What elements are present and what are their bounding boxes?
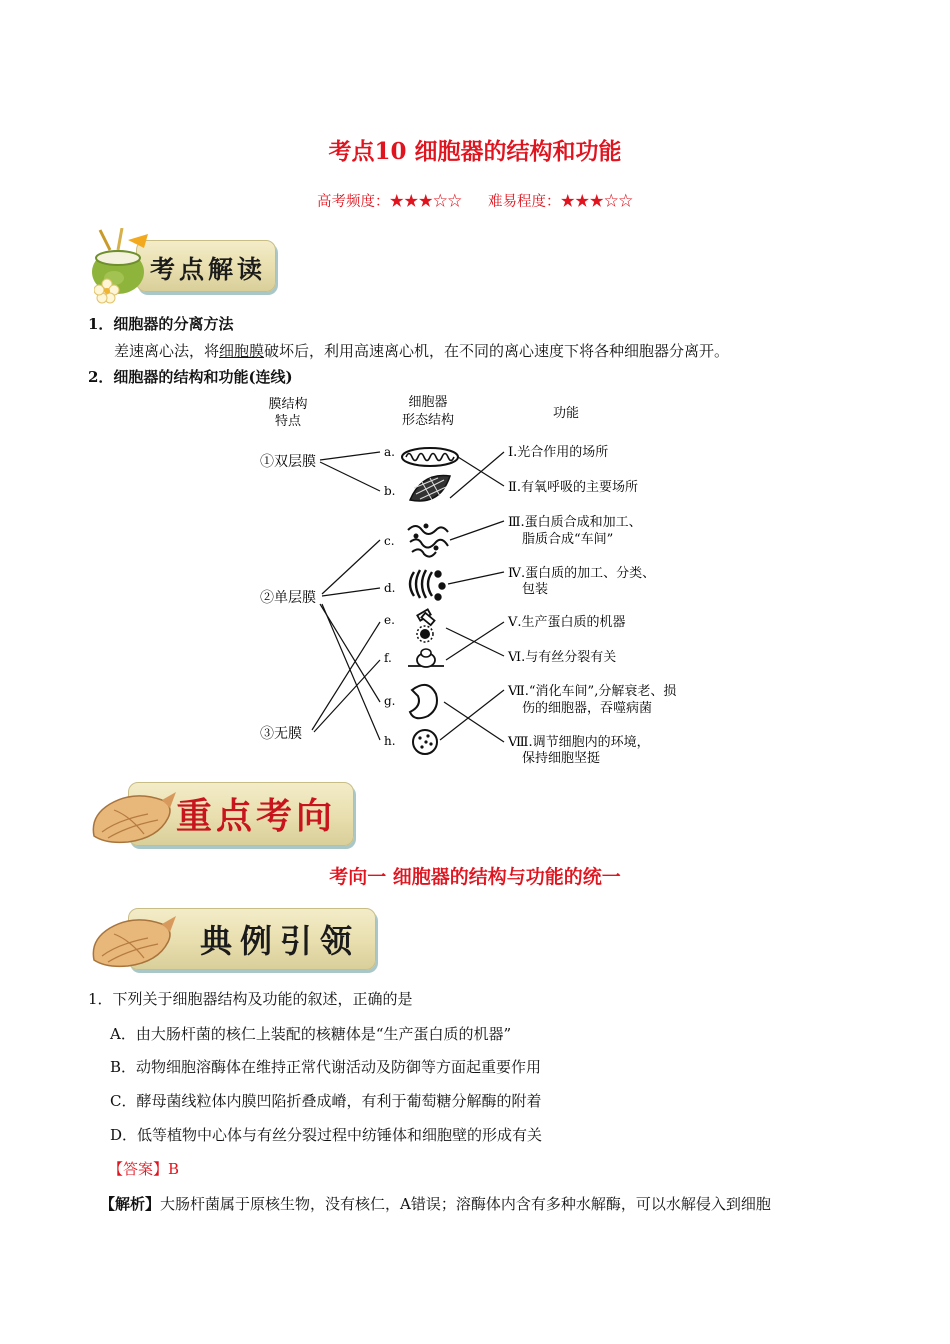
function-3a: Ⅲ.蛋白质合成和加工、: [508, 515, 642, 530]
organelle-g: g.: [384, 694, 396, 708]
answer: 【答案】B: [108, 1160, 180, 1178]
organelle-f: f.: [384, 651, 392, 665]
vacuole-icon: [410, 685, 437, 718]
header-function: 功能: [552, 406, 580, 421]
ribosome-icon: [408, 649, 444, 667]
analysis: [100, 1193, 771, 1214]
organelle-e: e.: [384, 613, 395, 627]
analysis-label: 【解析】: [100, 1195, 161, 1213]
function-4b: 包装: [522, 582, 549, 597]
function-8a: Ⅷ.调节细胞内的环境，: [508, 735, 650, 750]
membrane-none: ③无膜: [260, 726, 302, 742]
membrane-connection-lines: [312, 452, 380, 740]
function-2: Ⅱ.有氧呼吸的主要场所: [508, 480, 638, 495]
centrosome-icon: [417, 609, 435, 642]
function-4a: Ⅳ.蛋白质的加工、分类、: [508, 566, 656, 581]
function-6: Ⅵ.与有丝分裂有关: [508, 650, 617, 665]
exam-frequency: 高考频度：★★★☆☆: [317, 194, 462, 210]
organelle-a: a.: [384, 445, 395, 459]
difficulty-level: 难易程度：★★★☆☆: [488, 194, 633, 210]
function-3b: 脂质合成“车间”: [522, 532, 614, 547]
lysosome-icon: [413, 730, 437, 754]
frequency-rating: [0, 190, 950, 211]
conch-shell-icon: [88, 904, 178, 974]
section-subtitle: 考向一 细胞器的结构与功能的统一: [329, 866, 621, 888]
banner-focus: [88, 776, 356, 850]
mitochondrion-icon: [402, 448, 458, 466]
function-8b: 保持细胞坚挺: [522, 751, 601, 766]
option-b: B．动物细胞溶酶体在维持正常代谢活动及防御等方面起重要作用: [110, 1058, 542, 1076]
banner-interpret: [88, 228, 278, 300]
golgi-apparatus-icon: [410, 570, 445, 600]
banner-example: [88, 902, 378, 974]
page-title: 考点10 细胞器的结构和功能: [328, 138, 622, 165]
analysis-text: 大肠杆菌属于原核生物，没有核仁，A错误；溶酶体内含有多种水解酶，可以水解侵入到细胞: [160, 1195, 771, 1213]
option-c: C．酵母菌线粒体内膜凹陷折叠成嵴，有利于葡萄糖分解酶的附着: [110, 1092, 542, 1110]
header-morph-2: 形态结构: [401, 413, 455, 428]
chloroplast-icon: [410, 476, 450, 502]
underlined-term: 细胞膜: [219, 342, 265, 360]
banner-example-text: 典例引领: [200, 922, 361, 960]
organelle-c: c.: [384, 534, 395, 548]
endoplasmic-reticulum-icon: [408, 525, 448, 557]
flower-icon: [94, 278, 120, 304]
organelle-matching-diagram: [250, 390, 710, 770]
organelle-h: h.: [384, 734, 396, 748]
function-1: Ⅰ.光合作用的场所: [508, 445, 609, 460]
banner-focus-text: 重点考向: [176, 796, 337, 837]
option-d: D．低等植物中心体与有丝分裂过程中纺锤体和细胞壁的形成有关: [110, 1126, 543, 1144]
header-membrane-2: 特点: [274, 414, 302, 429]
option-a: A．由大肠杆菌的核仁上装配的核糖体是“生产蛋白质的机器”: [110, 1025, 512, 1043]
question-stem: 1．下列关于细胞器结构及功能的叙述，正确的是: [88, 990, 413, 1008]
function-7b: 伤的细胞器，吞噬病菌: [522, 701, 653, 716]
organelle-b: b.: [384, 484, 396, 498]
function-5: Ⅴ.生产蛋白质的机器: [508, 615, 626, 630]
header-morph-1: 细胞器: [408, 395, 448, 410]
section-1-text: 差速离心法，将细胞膜破坏后，利用高速离心机，在不同的离心速度下将各种细胞器分离开。: [114, 342, 730, 360]
section-1-heading: 1．细胞器的分离方法: [88, 315, 234, 333]
membrane-double: ①双层膜: [260, 454, 316, 470]
section-2-heading: 2．细胞器的结构和功能(连线): [88, 368, 293, 386]
membrane-single: ②单层膜: [260, 590, 316, 606]
header-membrane-1: 膜结构: [268, 397, 308, 412]
function-connection-lines: [440, 452, 504, 742]
banner-interpret-text: 考点解读: [150, 255, 267, 284]
organelle-d: d.: [384, 581, 396, 595]
conch-shell-icon: [88, 780, 178, 850]
function-7a: Ⅶ.“消化车间”,分解衰老、损: [508, 684, 677, 699]
